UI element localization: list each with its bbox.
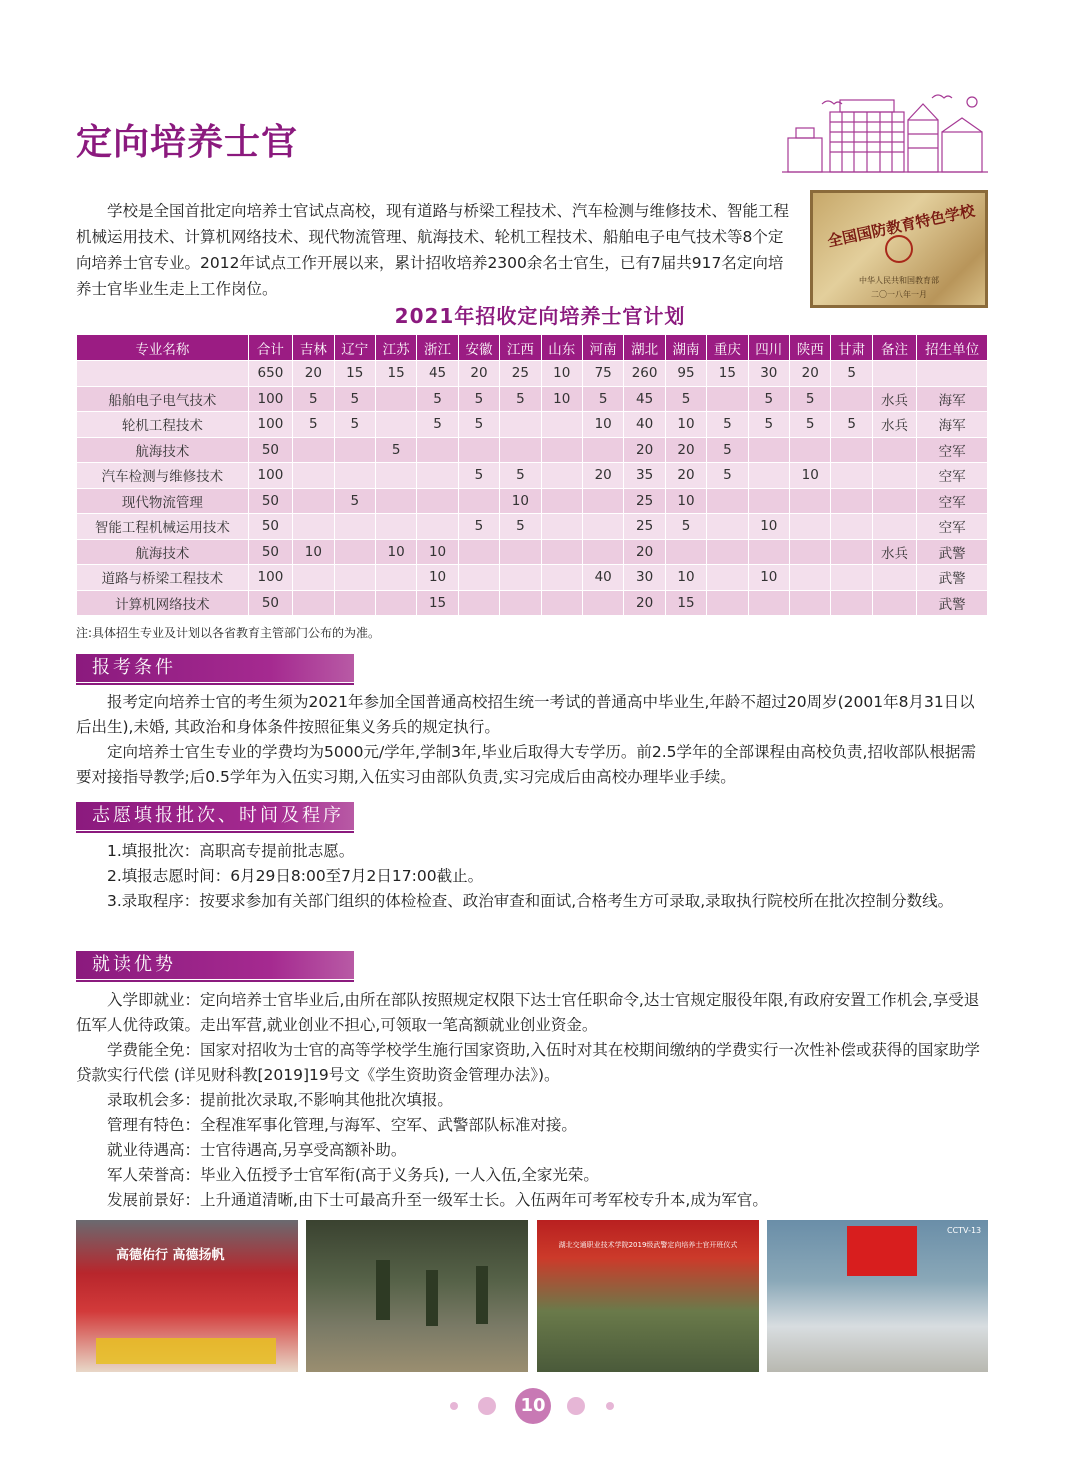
table-cell: 20 [624,437,665,463]
table-cell [541,412,582,438]
table-cell: 15 [665,590,706,616]
plaque-date: 二〇一八年一月 [871,290,927,299]
section-heading-requirements: 报考条件 [76,654,354,682]
table-cell: 95 [665,361,706,387]
table-cell [582,437,623,463]
table-cell: 100 [248,386,292,412]
pager-dot [567,1397,585,1415]
table-cell: 武警 [917,565,988,591]
table-row [77,437,988,463]
table-cell: 5 [500,514,541,540]
table-cell: 水兵 [872,539,916,565]
table-cell [582,590,623,616]
table-cell [831,488,872,514]
table-cell [872,514,916,540]
table-cell: 75 [582,361,623,387]
table-cell [872,488,916,514]
table-cell: 20 [790,361,831,387]
photo-tv-logo: CCTV-13 [947,1226,982,1235]
table-cell: 5 [417,386,458,412]
advantage-employment: 入学即就业：定向培养士官毕业后,由所在部队按照规定权限下达士官任职命令,达士官规定服役年限,有政府安置工作机会,享受退伍军人优待政策。走出军营,就业创业不担心,可领取一笔高额就业创业资金。 [76,991,980,1034]
table-cell [458,488,499,514]
table-row [77,463,988,489]
column-header: 河南 [582,335,623,361]
plaque-issuer: 中华人民共和国教育部 [859,276,939,285]
table-cell [541,539,582,565]
column-header: 山东 [541,335,582,361]
table-cell: 20 [665,437,706,463]
table-cell [917,361,988,387]
table-cell [458,437,499,463]
table-cell: 10 [500,488,541,514]
column-header: 浙江 [417,335,458,361]
advantage-prospects: 发展前景好：上升通道清晰,由下士可最高升至一级军士长。入伍两年可考军校专升本,成为军官。 [107,1191,768,1209]
tuition-paragraph: 定向培养士官生专业的学费均为5000元/学年,学制3年,毕业后取得大专学历。前2.5学年的全部课程由高校负责,招收部队根据需要对接指导教学;后0.5学年为入伍实习期,入伍实习由部队负责,实习完成后由高校办理毕业手续。 [76,743,976,786]
table-cell: 15 [417,590,458,616]
table-cell [293,488,334,514]
table-cell [417,514,458,540]
admission-procedure: 3.录取程序：按要求参加有关部门组织的体检检查、政治审查和面试,合格考生方可录取,录取执行院校所在批次控制分数线。 [107,892,954,910]
table-cell: 5 [293,386,334,412]
column-header: 甘肃 [831,335,872,361]
advantage-tuition: 学费能全免：国家对招收为士官的高等学校学生施行国家资助,入伍时对其在校期间缴纳的学费实行一次性补偿或获得的国家助学贷款实行代偿 (详见财科教[2019]19号文《学生资助资金管理办法》)。 [76,1041,980,1084]
table-cell [334,565,375,591]
table-cell [582,539,623,565]
table-cell: 5 [458,514,499,540]
table-cell [334,590,375,616]
table-cell: 5 [748,386,789,412]
table-cell [293,514,334,540]
table-cell [334,437,375,463]
table-cell [665,539,706,565]
photo-military-drill [306,1220,528,1372]
table-cell [541,488,582,514]
column-header: 招生单位 [917,335,988,361]
application-text [76,839,988,914]
table-cell: 武警 [917,590,988,616]
table-cell [831,565,872,591]
table-cell [375,463,416,489]
section-heading-application: 志愿填报批次、时间及程序 [76,802,354,830]
column-header: 安徽 [458,335,499,361]
table-cell: 水兵 [872,386,916,412]
page-footer [0,1388,1080,1428]
table-cell: 25 [624,514,665,540]
requirements-text [76,690,988,790]
table-cell: 5 [582,386,623,412]
table-row [77,412,988,438]
table-cell [872,361,916,387]
table-cell [293,590,334,616]
table-row [77,539,988,565]
table-cell [500,590,541,616]
table-cell: 10 [665,412,706,438]
column-header: 江西 [500,335,541,361]
table-cell: 15 [334,361,375,387]
major-name-cell: 轮机工程技术 [77,412,249,438]
photo-ceremony-banner: 湖北交通职业技术学院2019级武警定向培养士官开班仪式 [558,1241,738,1249]
column-header: 陕西 [790,335,831,361]
table-cell: 5 [458,412,499,438]
major-name-cell: 航海技术 [77,437,249,463]
column-header: 四川 [748,335,789,361]
table-cell: 10 [541,386,582,412]
plaque-seal-icon [885,235,913,263]
table-cell: 10 [293,539,334,565]
page-title: 定向培养士官 [76,122,299,163]
table-cell [500,539,541,565]
table-cell: 50 [248,514,292,540]
table-cell [375,565,416,591]
table-cell: 650 [248,361,292,387]
table-cell: 10 [790,463,831,489]
table-cell: 30 [748,361,789,387]
table-cell [334,539,375,565]
table-cell [541,590,582,616]
table-cell: 100 [248,412,292,438]
table-cell: 空军 [917,488,988,514]
table-header-row [77,335,988,361]
table-cell: 10 [417,539,458,565]
table-cell [831,463,872,489]
advantage-management: 管理有特色：全程准军事化管理,与海军、空军、武警部队标准对接。 [107,1116,577,1134]
table-cell [707,590,748,616]
table-cell: 空军 [917,463,988,489]
major-name-cell: 汽车检测与维修技术 [77,463,249,489]
major-name-cell: 计算机网络技术 [77,590,249,616]
table-cell: 100 [248,565,292,591]
table-cell [541,514,582,540]
table-cell: 10 [748,514,789,540]
table-cell [707,386,748,412]
major-name-cell: 道路与桥梁工程技术 [77,565,249,591]
page-number: 10 [515,1388,551,1424]
table-cell [748,488,789,514]
table-cell [458,590,499,616]
column-header: 江苏 [375,335,416,361]
table-cell [375,514,416,540]
table-cell [582,488,623,514]
table-cell [458,565,499,591]
advantage-salary: 就业待遇高：士官待遇高,另享受高额补助。 [107,1141,407,1159]
table-cell: 水兵 [872,412,916,438]
table-cell: 20 [624,590,665,616]
table-cell: 100 [248,463,292,489]
major-name-cell [77,361,249,387]
table-cell: 35 [624,463,665,489]
intro-paragraph: 学校是全国首批定向培养士官试点高校，现有道路与桥梁工程技术、汽车检测与维修技术、智能工程机械运用技术、计算机网络技术、现代物流管理、航海技术、轮机工程技术、船舶电子电气技术等8个定向培养士官专业。2012年试点工作开展以来，累计招收培养2300余名士官生，已有7届共917名定向培养士官毕业生走上工作岗位。 [76,202,790,298]
table-cell [541,565,582,591]
recruitment-plan-table [76,334,988,616]
table-cell [293,565,334,591]
column-header: 重庆 [707,335,748,361]
table-cell: 5 [500,386,541,412]
table-cell [458,539,499,565]
table-cell: 5 [831,361,872,387]
table-cell [872,590,916,616]
table-cell: 50 [248,437,292,463]
table-cell [748,539,789,565]
advantage-honor: 军人荣誉高：毕业入伍授予士官军衔(高于义务兵), 一人入伍,全家光荣。 [107,1166,599,1184]
table-cell [417,437,458,463]
table-cell: 空军 [917,437,988,463]
building-skyline-illustration [782,90,988,176]
table-cell: 10 [417,565,458,591]
table-cell: 45 [417,361,458,387]
table-cell: 45 [624,386,665,412]
application-time: 2.填报志愿时间：6月29日8:00至7月2日17:00截止。 [107,867,484,885]
table-cell: 5 [790,412,831,438]
table-cell: 50 [248,488,292,514]
table-cell: 5 [458,463,499,489]
table-cell [831,539,872,565]
table-cell [707,565,748,591]
table-cell [707,514,748,540]
table-cell: 5 [417,412,458,438]
table-cell: 5 [500,463,541,489]
table-cell: 10 [582,412,623,438]
table-cell: 5 [293,412,334,438]
pager-dot [450,1402,458,1410]
table-cell [831,514,872,540]
table-cell [293,437,334,463]
table-cell: 5 [707,412,748,438]
table-cell [375,412,416,438]
application-batch: 1.填报批次：高职高专提前批志愿。 [107,842,355,860]
table-cell: 25 [624,488,665,514]
table-cell: 10 [665,488,706,514]
table-cell [334,463,375,489]
table-cell: 10 [375,539,416,565]
requirements-paragraph: 报考定向培养士官的考生须为2021年参加全国普通高校招生统一考试的普通高中毕业生,年龄不超过20周岁(2001年8月31日以后出生),未婚, 其政治和身体条件按照征集义务兵的规定执行。 [76,693,975,736]
column-header: 湖北 [624,335,665,361]
table-row [77,590,988,616]
table-cell: 20 [458,361,499,387]
table-cell [831,590,872,616]
table-cell [375,386,416,412]
column-header: 吉林 [293,335,334,361]
table-cell [831,437,872,463]
table-cell: 25 [500,361,541,387]
table-cell [790,539,831,565]
photo-flag-guard [767,1220,988,1372]
table-cell: 5 [748,412,789,438]
table-cell: 10 [541,361,582,387]
table-cell: 5 [665,514,706,540]
table-cell: 20 [665,463,706,489]
table-cell: 5 [334,386,375,412]
major-name-cell: 智能工程机械运用技术 [77,514,249,540]
table-title: 2021年招收定向培养士官计划 [394,304,686,328]
table-cell: 20 [582,463,623,489]
column-header: 合计 [248,335,292,361]
table-row [77,361,988,387]
table-cell [790,565,831,591]
table-cell [748,437,789,463]
table-cell: 40 [624,412,665,438]
table-cell: 5 [790,386,831,412]
table-cell: 海军 [917,412,988,438]
table-cell [541,463,582,489]
table-cell [541,437,582,463]
major-name-cell: 航海技术 [77,539,249,565]
table-cell [872,463,916,489]
table-cell: 50 [248,590,292,616]
table-cell [790,514,831,540]
table-cell: 20 [293,361,334,387]
table-cell: 30 [624,565,665,591]
table-cell [582,514,623,540]
table-cell [500,412,541,438]
award-plaque-image [810,190,988,308]
pager-dot [606,1402,614,1410]
table-cell [790,488,831,514]
photo-opening-ceremony [537,1220,759,1372]
table-cell: 空军 [917,514,988,540]
table-cell [872,437,916,463]
table-cell: 10 [665,565,706,591]
table-cell: 5 [707,437,748,463]
table-cell [748,590,789,616]
photo-ceremony-stage [76,1220,298,1372]
column-header: 专业名称 [77,335,249,361]
table-note: 注:具体招生专业及计划以各省教育主管部门公布的为准。 [76,626,381,640]
column-header: 辽宁 [334,335,375,361]
table-cell: 40 [582,565,623,591]
table-row [77,514,988,540]
major-name-cell: 船舶电子电气技术 [77,386,249,412]
major-name-cell: 现代物流管理 [77,488,249,514]
table-cell [872,565,916,591]
column-header: 备注 [872,335,916,361]
table-cell [417,463,458,489]
table-cell: 5 [334,488,375,514]
table-cell [707,488,748,514]
table-cell [417,488,458,514]
table-row [77,488,988,514]
table-cell [293,463,334,489]
table-cell: 5 [458,386,499,412]
table-cell: 20 [624,539,665,565]
table-cell [500,565,541,591]
table-cell: 15 [375,361,416,387]
table-cell: 260 [624,361,665,387]
table-cell: 5 [831,412,872,438]
table-cell: 15 [707,361,748,387]
table-cell: 5 [707,463,748,489]
table-cell: 5 [334,412,375,438]
column-header: 湖南 [665,335,706,361]
table-cell: 海军 [917,386,988,412]
table-cell [334,514,375,540]
table-row [77,565,988,591]
table-cell [831,386,872,412]
advantages-text [76,988,988,1213]
table-cell: 50 [248,539,292,565]
table-cell: 武警 [917,539,988,565]
table-cell: 5 [665,386,706,412]
table-row [77,386,988,412]
table-cell [500,437,541,463]
table-cell: 10 [748,565,789,591]
table-cell: 5 [375,437,416,463]
table-cell [748,463,789,489]
photo-banner-text: 高德佑行 高德扬帆 [116,1248,225,1263]
pager-dot [478,1397,496,1415]
plaque-title: 全国国防教育特色学校 [825,201,977,251]
table-cell [375,590,416,616]
advantage-admission: 录取机会多：提前批次录取,不影响其他批次填报。 [107,1091,453,1109]
table-cell [790,590,831,616]
section-heading-advantages: 就读优势 [76,951,354,979]
table-cell [790,437,831,463]
table-cell [375,488,416,514]
table-cell [707,539,748,565]
